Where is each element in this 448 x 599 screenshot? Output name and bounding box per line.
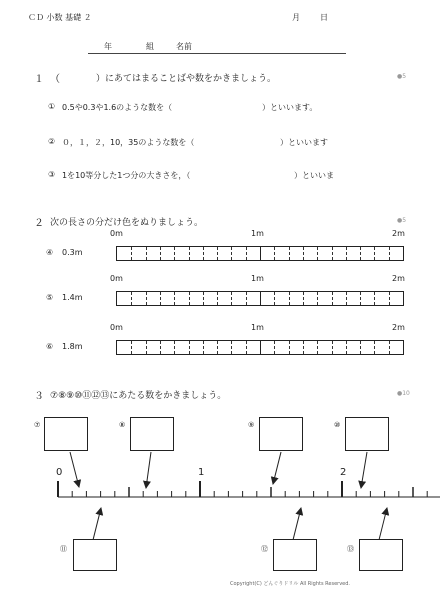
bar-scale-label: 2m <box>392 274 405 283</box>
name-label: 名前 <box>176 42 192 51</box>
class-label: 組 <box>146 42 154 51</box>
q1-item-text-2: ０，１，２，10，35のような数を（ <box>62 138 195 147</box>
q1-item-answer-1[interactable]: ）といいます。 <box>262 103 318 112</box>
q1-item-text-1: 0.5や0.3や1.6のような数を（ <box>62 103 173 112</box>
bar-scale-label: 2m <box>392 229 405 238</box>
mark-11: ⑪ <box>60 545 67 553</box>
bar-scale-label: 0m <box>110 274 123 283</box>
q1-item-text-3: 1を10等分した1つ分の大きさを，（ <box>62 171 191 180</box>
line-label-2: 2 <box>340 467 347 478</box>
bar-scale-label: 1m <box>251 229 264 238</box>
answer-box-11[interactable] <box>73 539 117 571</box>
bar-item-mark: ⑥ <box>46 342 54 351</box>
answer-box-12[interactable] <box>273 539 317 571</box>
month-label: 月 <box>292 13 300 22</box>
q2-points: ●5 <box>397 217 407 224</box>
q3-points: ●10 <box>397 390 410 397</box>
q1-points: ●5 <box>397 73 407 80</box>
day-label: 日 <box>320 13 328 22</box>
q1-item-mark-2: ② <box>48 137 56 146</box>
line-label-0: 0 <box>56 467 63 478</box>
mark-8: ⑧ <box>119 421 126 429</box>
bar-item-label: 1.8m <box>62 342 83 351</box>
q1-item-mark-1: ① <box>48 102 56 111</box>
year-label: 年 <box>104 42 112 51</box>
q1-number: １ <box>34 74 44 85</box>
mark-12: ⑫ <box>261 545 268 553</box>
bar-item-label: 1.4m <box>62 293 83 302</box>
bar-scale-label: 2m <box>392 323 405 332</box>
bar-item-mark: ④ <box>46 248 54 257</box>
bar-scale-label: 0m <box>110 323 123 332</box>
mark-7: ⑦ <box>34 421 41 429</box>
q1-open-paren: （ <box>50 74 60 85</box>
q1-item-mark-3: ③ <box>48 170 56 179</box>
mark-10: ⑩ <box>334 421 341 429</box>
bar-item-label: 0.3m <box>62 248 83 257</box>
q1-item-answer-2[interactable]: ）といいます <box>280 138 328 147</box>
q2-number: ２ <box>34 218 44 229</box>
q1-item-answer-3[interactable]: ）といいま <box>294 171 334 180</box>
bar-scale-label: 0m <box>110 229 123 238</box>
mark-13: ⑬ <box>347 545 354 553</box>
answer-box-13[interactable] <box>359 539 403 571</box>
q3-stem: ⑦⑧⑨⑩⑪⑫⑬にあたる数をかきましょう。 <box>50 391 227 401</box>
worksheet-title: ＣＤ 小数 基礎 ２ <box>28 13 92 22</box>
q3-number: ３ <box>34 391 44 402</box>
bar-item-mark: ⑤ <box>46 293 54 302</box>
q2-stem: 次の長さの分だけ色をぬりましょう。 <box>50 218 204 228</box>
line-label-1: 1 <box>198 467 205 478</box>
mark-9: ⑨ <box>248 421 255 429</box>
bar-scale-label: 1m <box>251 274 264 283</box>
q1-stem: ）にあてはまることばや数をかきましょう。 <box>96 74 277 84</box>
copyright: Copyright(C) どんぐりドリル All Rights Reserved. <box>230 581 351 587</box>
bar-scale-label: 1m <box>251 323 264 332</box>
